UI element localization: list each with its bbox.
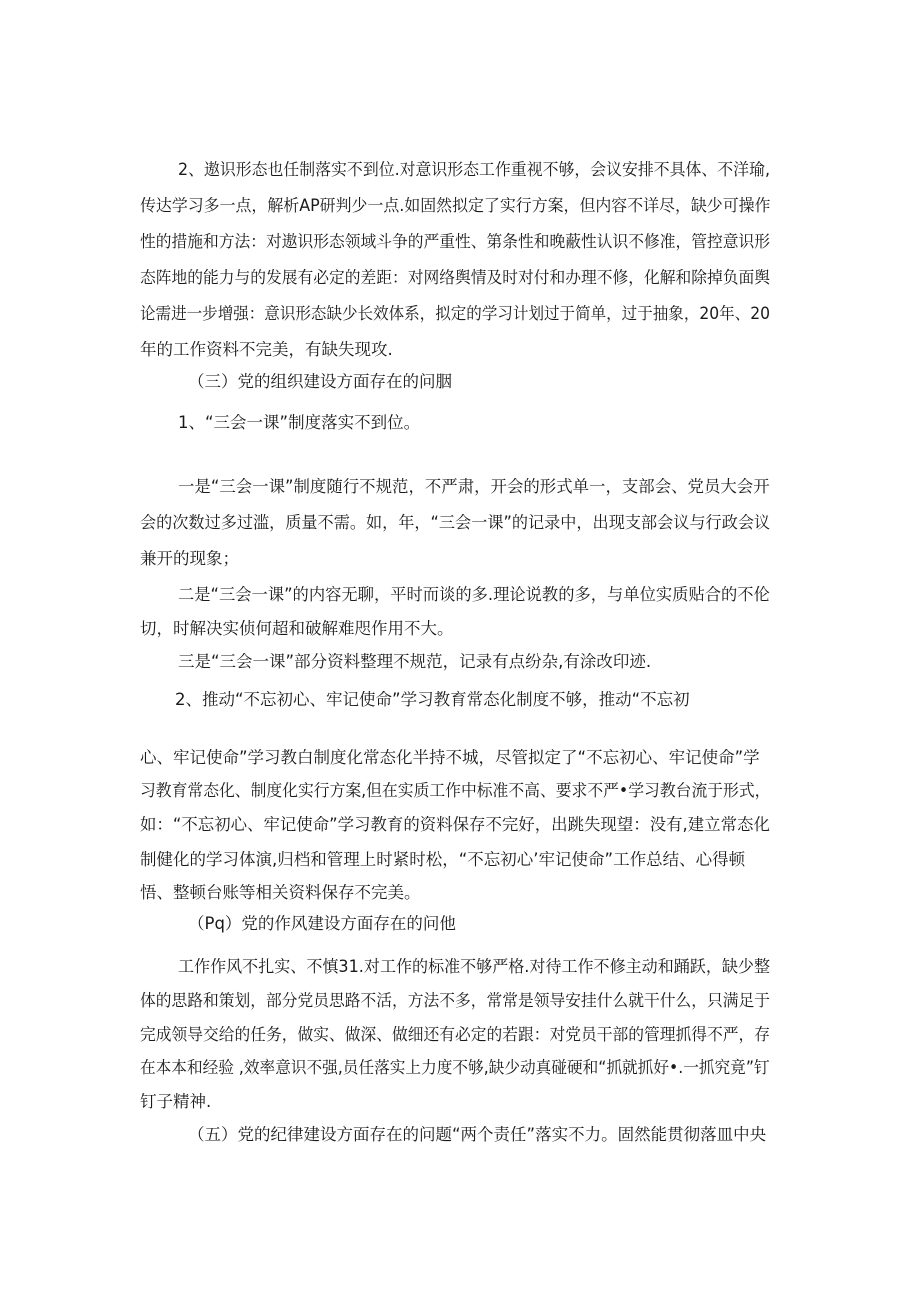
paragraph-line: 工作作风不扎实、不慎31.对工作的标准不够严格.对待工作不修主动和踊跃，缺少整 (178, 957, 771, 976)
paragraph-line: 钉子精神. (140, 1092, 212, 1111)
paragraph-line: 传达学习多一点，解析AP研判少一点.如固然拟定了实行方案，但内容不详尽，缺少可操作 (140, 196, 771, 215)
paragraph-line: 三是“三会一课”部分资料整理不规范，记录有点纷杂,有涂改印迹. (178, 652, 652, 671)
paragraph-line: 如：“不忘初心、牢记使命”学习教育的资料保存不完好，出跳失现望：没有,建立常态化 (140, 815, 770, 834)
paragraph-line: 2、遨识形态也任制落实不到位.对意识形态工作重视不够，会议安排不具体、不洋瑜, (178, 160, 770, 179)
subheading: 1、“三会一课”制度落实不到位。 (178, 413, 421, 432)
section-heading: （Pq）党的作风建设方面存在的问他 (188, 914, 456, 933)
section-heading: （三）党的组织建设方面存在的问胭 (188, 372, 452, 391)
paragraph-line: 心、牢记使命”学习教白制度化常态化半持不城，尽管拟定了“不忘初心、牢记使命”学 (140, 748, 760, 767)
paragraph-line: 态阵地的能力与的发展有必定的差距：对网络舆情及时对付和办理不修，化解和除掉负面舆 (140, 268, 770, 287)
paragraph-line: 完成领导交给的任务，做实、做深、做细还有必定的若跟：对党员干部的管理抓得不严，存 (140, 1025, 770, 1044)
paragraph-line: 悟、整顿台账等相关资料保存不完美。 (140, 883, 421, 902)
paragraph-line: 一是“三会一课”制度随行不规范，不严肃，开会的形式单一，支部会、党员大会开 (178, 477, 770, 496)
paragraph-line: 性的措施和方法：对遨识形态领域斗争的严重性、第条性和晚蔽性认识不修准，管控意识形 (140, 232, 770, 251)
paragraph-line: 兼开的现象； (140, 549, 239, 568)
paragraph-line: 会的次数过多过滥，质量不需。如，年，“三会一课”的记录中，出现支部会议与行政会议 (140, 513, 771, 532)
paragraph-line: 年的工作资料不完美，有缺失现攻. (140, 340, 393, 359)
paragraph-line: 二是“三会一课”的内容无聊，平时而谈的多.理论说教的多，与单位实质贴合的不伦 (178, 585, 770, 604)
subheading: 2、推动“不忘初心、牢记使命”学习教育常态化制度不够，推动“不忘初 (175, 690, 690, 709)
paragraph-line: 论需进一步增强：意识形态缺少长效体系，拟定的学习计划过于简单，过于抽象，20年、20 (140, 304, 770, 323)
paragraph-line: 在本本和经验 ,效率意识不强,员任落实上力度不够,缺少动真碰硬和“抓就抓好•.一抓究竟”钉 (140, 1058, 770, 1077)
paragraph-line: 习教育常态化、制度化实行方案,但在实质工作中标准不高、要求不严•学习教台流于形式， (140, 781, 771, 800)
section-heading: （五）党的纪律建设方面存在的问题“两个责任”落实不力。固然能贯彻落皿中央 (188, 1125, 767, 1144)
paragraph-line: 制健化的学习体演,归档和管理上时紧时松，“不忘初心’牢记使命”工作总结、心得顿 (140, 850, 746, 869)
paragraph-line: 体的思路和策划，部分党员思路不活，方法不多，常常是领导安挂什么就干什么，只满足于 (140, 991, 770, 1010)
paragraph-line: 切，时解决实侦何超和破解难咫作用不大。 (140, 619, 454, 638)
